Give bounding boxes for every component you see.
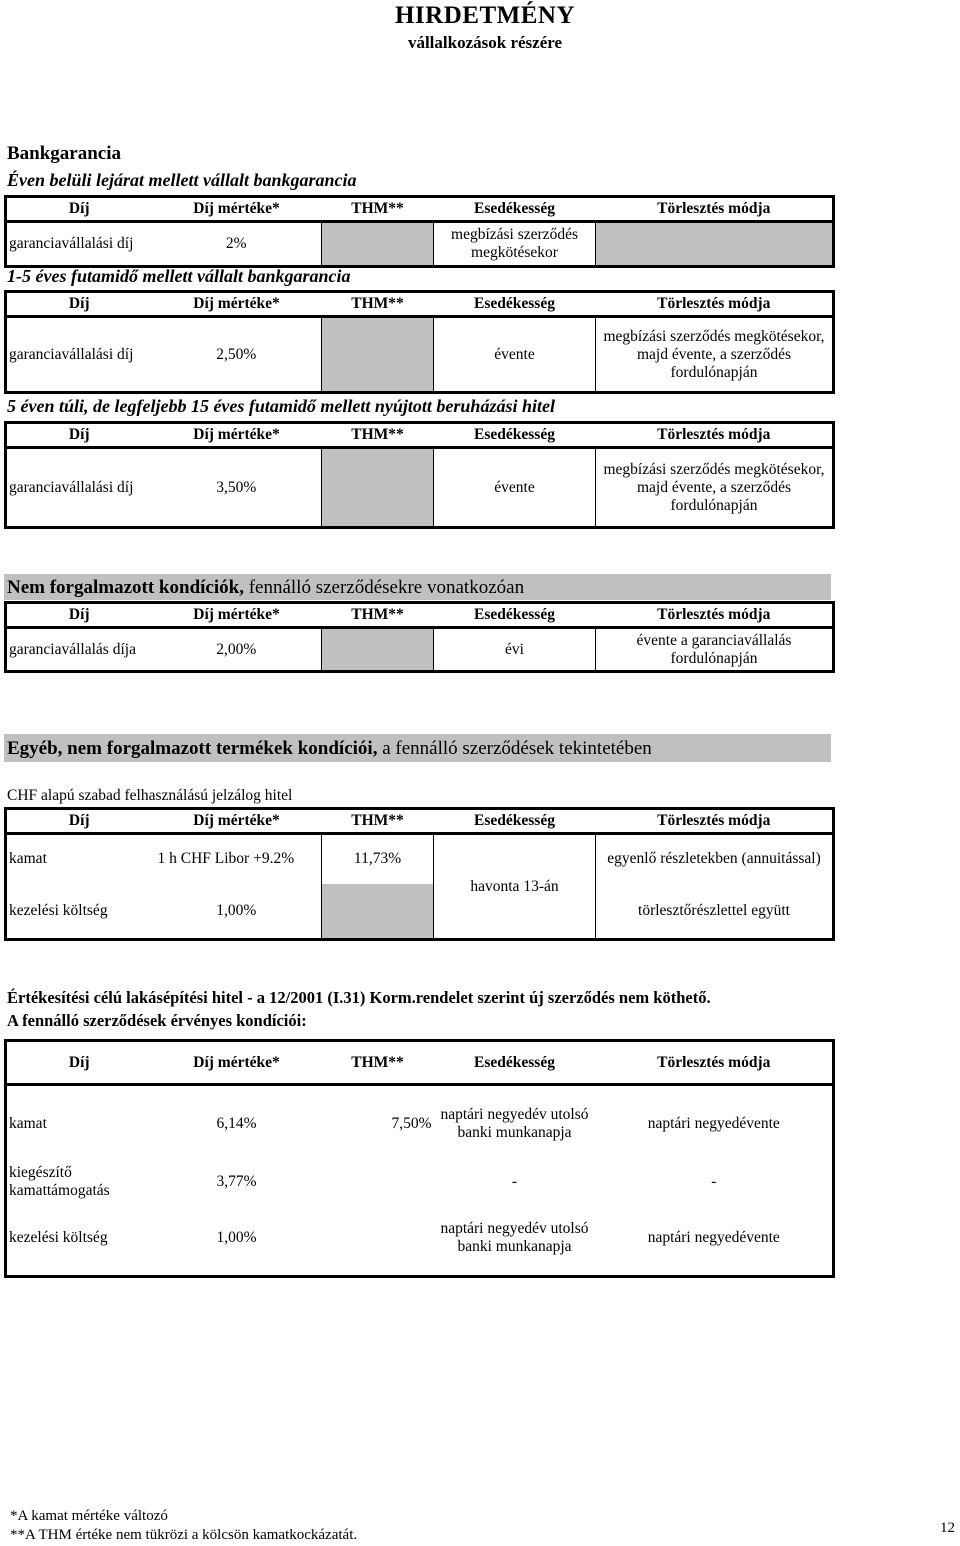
cell-esedekesseg: - xyxy=(511,1172,518,1190)
col-header-dij: Díj xyxy=(6,809,152,834)
cell-torlesztes: megbízási szerződés megkötésekor, majd évente, a szerződés fordulónapján xyxy=(596,448,834,528)
cell-mertek: 2,00% xyxy=(216,640,257,658)
cell-mertek: 2% xyxy=(225,235,247,252)
col-header-thm: THM** xyxy=(351,606,404,623)
cell-torlesztes: egyenlő részletekben (annuitással) xyxy=(596,834,834,884)
cell-thm xyxy=(322,1201,434,1277)
cell-esedekesseg: havonta 13-án xyxy=(434,834,596,940)
cell-thm xyxy=(322,628,434,672)
section-title-egyeb xyxy=(7,738,652,760)
page-number: 12 xyxy=(940,1520,955,1536)
section-title-rest: a fennálló szerződések tekintetében xyxy=(377,738,652,759)
col-header-mertek: Díj mértéke* xyxy=(193,606,280,623)
col-header-mertek: Díj mértéke* xyxy=(193,812,280,829)
cell-torlesztes: naptári negyedévente xyxy=(596,1201,834,1277)
table-chf-hitel xyxy=(4,807,835,941)
table-lakasepitesi-hitel xyxy=(4,1039,835,1278)
cell-torlesztes xyxy=(596,222,834,267)
col-header-mertek: Díj mértéke* xyxy=(193,200,280,217)
cell-torlesztes: naptári negyedévente xyxy=(596,1085,834,1163)
col-header-thm: THM** xyxy=(351,295,404,312)
col-header-thm: THM** xyxy=(351,200,404,217)
col-header-thm: THM** xyxy=(351,812,404,829)
col-header-dij: Díj xyxy=(6,197,152,222)
subsection-title: 5 éven túli, de legfeljebb 15 éves futamidő mellett nyújtott beruházási hitel xyxy=(7,396,555,416)
subsection-title: 1-5 éves futamidő mellett vállalt bankgarancia xyxy=(7,266,351,286)
cell-dij: kezelési költség xyxy=(6,884,152,940)
col-header-torlesztes: Törlesztés módja xyxy=(596,809,834,834)
table-row xyxy=(6,1085,834,1163)
table-bankgarancia-2 xyxy=(4,290,835,394)
table-nem-forgalmazott xyxy=(4,601,835,673)
cell-mertek: 1,00% xyxy=(216,1228,257,1246)
cell-dij: garanciavállalási díj xyxy=(6,448,152,528)
cell-esedekesseg: évente xyxy=(434,448,596,528)
cell-esedekesseg: megbízási szerződés megkötésekor xyxy=(434,222,596,267)
footnote: **A THM értéke nem tükrözi a kölcsön kamatkockázatát. xyxy=(10,1527,358,1543)
cell-esedekesseg: naptári negyedév utolsó banki munkanapja xyxy=(440,1219,589,1255)
cell-thm xyxy=(322,448,434,528)
col-header-dij: Díj xyxy=(6,292,152,317)
cell-esedekesseg: évente xyxy=(434,317,596,393)
section-title-rest: fennálló szerződésekre vonatkozóan xyxy=(243,577,525,598)
table-row xyxy=(6,1163,834,1201)
col-header-esedekesseg: Esedékesség xyxy=(474,1053,555,1071)
cell-torlesztes: évente a garanciavállalás fordulónapján xyxy=(596,628,834,672)
cell-mertek: 6,14% xyxy=(216,1115,257,1133)
col-header-esedekesseg: Esedékesség xyxy=(474,200,555,217)
col-header-torlesztes: Törlesztés módja xyxy=(596,423,834,448)
cell-dij: kezelési költség xyxy=(6,1201,152,1277)
subsection-title: Éven belüli lejárat mellett vállalt bankgarancia xyxy=(7,170,357,190)
notice-line: A fennálló szerződések érvényes kondíciói: xyxy=(7,1011,307,1030)
col-header-torlesztes: Törlesztés módja xyxy=(596,197,834,222)
cell-thm xyxy=(322,884,434,940)
col-header-thm: THM** xyxy=(351,1053,404,1071)
table-row xyxy=(6,1201,834,1277)
col-header-esedekesseg: Esedékesség xyxy=(474,295,555,312)
section-title-nem-forgalmazott xyxy=(7,577,524,599)
col-header-esedekesseg: Esedékesség xyxy=(474,426,555,443)
table-bankgarancia-3 xyxy=(4,421,835,529)
cell-mertek: 3,77% xyxy=(216,1172,257,1190)
cell-torlesztes: - xyxy=(596,1163,834,1201)
section-title-bankgarancia: Bankgarancia xyxy=(7,143,122,164)
section-title-bold: Nem forgalmazott kondíciók, xyxy=(7,577,244,598)
cell-mertek: 2,50% xyxy=(216,345,257,363)
cell-torlesztes: megbízási szerződés megkötésekor, majd évente, a szerződés fordulónapján xyxy=(596,317,834,393)
cell-mertek: 3,50% xyxy=(216,478,257,496)
col-header-torlesztes: Törlesztés módja xyxy=(596,292,834,317)
cell-esedekesseg: évi xyxy=(434,628,596,672)
cell-dij: kamat xyxy=(6,834,152,884)
col-header-dij: Díj xyxy=(6,603,152,628)
product-name: CHF alapú szabad felhasználású jelzálog hitel xyxy=(7,787,293,804)
cell-thm xyxy=(322,1163,434,1201)
cell-dij: garanciavállalás díja xyxy=(6,628,152,672)
col-header-dij: Díj xyxy=(6,423,152,448)
col-header-torlesztes: Törlesztés módja xyxy=(596,603,834,628)
cell-mertek: 1 h CHF Libor +9.2% xyxy=(157,850,295,868)
cell-dij: garanciavállalási díj xyxy=(6,317,152,393)
cell-torlesztes: törlesztőrészlettel együtt xyxy=(596,884,834,940)
page-subtitle: vállalkozások részére xyxy=(407,33,563,52)
table-row xyxy=(6,317,834,393)
col-header-mertek: Díj mértéke* xyxy=(193,426,280,443)
col-header-esedekesseg: Esedékesség xyxy=(474,812,555,829)
cell-dij: garanciavállalási díj xyxy=(6,222,152,267)
cell-thm xyxy=(322,222,434,267)
col-header-dij: Díj xyxy=(6,1041,152,1085)
page-title: HIRDETMÉNY xyxy=(394,2,575,29)
col-header-torlesztes: Törlesztés módja xyxy=(596,1041,834,1085)
table-row xyxy=(6,628,834,672)
cell-dij: kiegészítő kamattámogatás xyxy=(6,1163,152,1201)
col-header-mertek: Díj mértéke* xyxy=(193,295,280,312)
table-row xyxy=(6,834,834,884)
table-row xyxy=(6,448,834,528)
cell-esedekesseg: naptári negyedév utolsó banki munkanapja xyxy=(440,1106,589,1142)
cell-dij: kamat xyxy=(6,1085,152,1163)
cell-thm: 7,50% xyxy=(391,1115,432,1133)
col-header-thm: THM** xyxy=(351,426,404,443)
table-bankgarancia-1 xyxy=(4,195,835,268)
col-header-mertek: Díj mértéke* xyxy=(193,1053,280,1071)
footnote: *A kamat mértéke változó xyxy=(10,1508,168,1524)
col-header-esedekesseg: Esedékesség xyxy=(474,606,555,623)
notice-line: Értékesítési célú lakásépítési hitel - a 12/2001 (I.31) Korm.rendelet szerint új szerződés nem köthető. xyxy=(7,988,711,1007)
table-row xyxy=(6,222,834,267)
cell-thm: 11,73% xyxy=(322,834,434,884)
cell-thm xyxy=(322,317,434,393)
cell-mertek: 1,00% xyxy=(216,901,257,919)
table-row xyxy=(6,884,834,940)
section-title-bold: Egyéb, nem forgalmazott termékek kondíciói, xyxy=(7,738,378,759)
